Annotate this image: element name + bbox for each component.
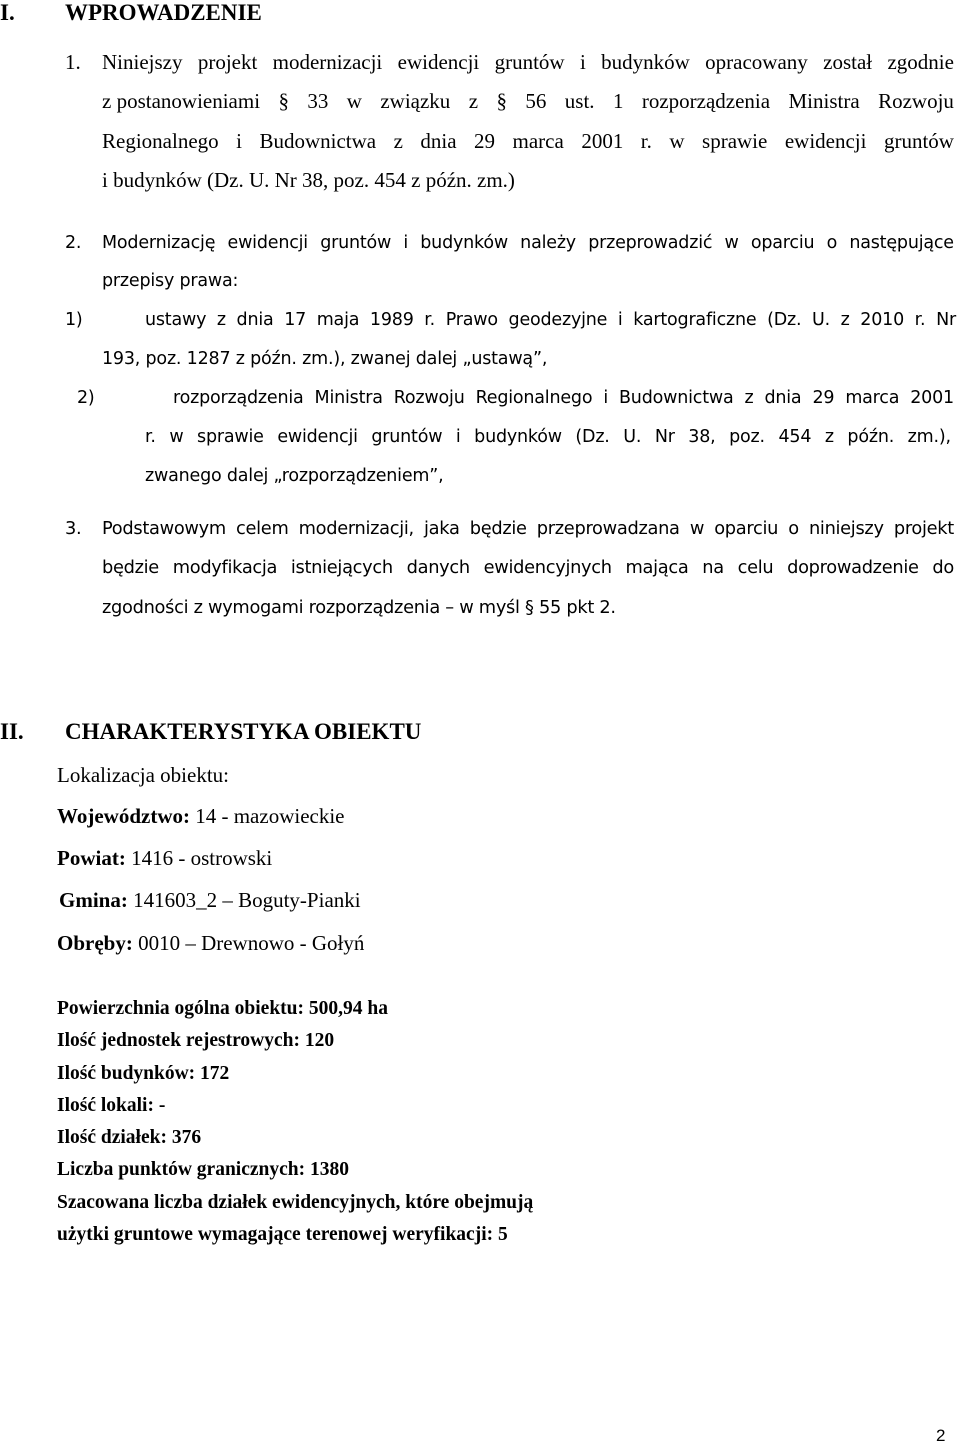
word: zm.),: [907, 427, 951, 447]
word: U.: [623, 427, 642, 447]
list-item-2-line-3: zwanego dalej „rozporządzeniem”,: [145, 466, 444, 486]
word: budynków: [474, 427, 562, 447]
summary-line: Ilość lokali: -: [57, 1095, 166, 1116]
word: Prawo: [445, 310, 498, 330]
paragraph-3-line-3: zgodności z wymogami rozporządzenia – w myśl § 55 pkt 2.: [102, 597, 616, 618]
word: istniejących: [290, 557, 393, 578]
word: z: [744, 388, 754, 408]
word: budynków: [420, 233, 508, 253]
word: z: [393, 129, 403, 153]
paragraph-3-number: 3.: [65, 518, 82, 539]
summary-line: Powierzchnia ogólna obiektu: 500,94 ha: [57, 998, 388, 1019]
list-item-2-line-1: [173, 385, 954, 411]
location-label: Lokalizacja obiektu:: [57, 763, 230, 787]
word: ewidencyjnych: [483, 557, 612, 578]
word: 17: [284, 310, 307, 330]
word: Modernizację: [102, 233, 216, 253]
word: dnia: [764, 388, 802, 408]
word: projekt: [893, 518, 954, 539]
word: Nr: [936, 310, 956, 330]
word: modyfikacja: [172, 557, 278, 578]
word: r.: [914, 310, 926, 330]
field-value: 0010 – Drewnowo - Gołyń: [132, 931, 365, 955]
word: w: [169, 427, 184, 447]
word: w: [689, 518, 705, 539]
field-label: Powiat:: [57, 846, 126, 870]
field-powiat: [57, 845, 272, 871]
word: r.: [424, 310, 436, 330]
word: Niniejszy: [102, 50, 183, 74]
word: ewidencji: [784, 129, 867, 153]
word: geodezyjne: [508, 310, 608, 330]
word: 29: [812, 388, 835, 408]
word: danych: [406, 557, 470, 578]
paragraph-2-line-2: przepisy prawa:: [102, 271, 239, 291]
word: związku: [380, 89, 451, 113]
word: Budownictwa: [619, 388, 734, 408]
word: z: [840, 310, 850, 330]
list-item-1-line-2: 193, poz. 1287 z późn. zm.), zwanej dalej „ustawą”,: [102, 349, 548, 369]
field-label: Województwo:: [57, 804, 190, 828]
section-2-heading: CHARAKTERYSTYKA OBIEKTU: [65, 719, 422, 744]
word: (Dz.: [575, 427, 610, 447]
word: 2010: [860, 310, 905, 330]
word: marca: [845, 388, 900, 408]
word: będzie: [102, 557, 159, 578]
word: w: [669, 129, 685, 153]
word: projekt: [197, 50, 258, 74]
word: Rozwoju: [393, 388, 465, 408]
word: ust.: [564, 89, 595, 113]
field-value: 14 - mazowieckie: [189, 804, 345, 828]
word: i: [603, 388, 609, 408]
word: 2001: [910, 388, 954, 408]
word: i: [403, 233, 409, 253]
word: w: [346, 89, 362, 113]
word: z postanowieniami: [102, 89, 261, 113]
word: celu: [737, 557, 774, 578]
field-wojewodztwo: [57, 803, 345, 829]
summary-line: Ilość jednostek rejestrowych: 120: [57, 1030, 335, 1051]
word: r.: [640, 129, 652, 153]
word: Budownictwa: [259, 129, 377, 153]
word: gruntów: [320, 233, 392, 253]
word: należy: [520, 233, 576, 253]
word: oparciu: [750, 233, 815, 253]
summary-line: Ilość budynków: 172: [57, 1063, 230, 1084]
word: późn.: [847, 427, 895, 447]
list-item-2-line-2: [145, 424, 951, 450]
word: z: [468, 89, 479, 113]
paragraph-3-line-1: [102, 515, 954, 543]
word: 38,: [688, 427, 716, 447]
field-gmina: [59, 887, 361, 913]
field-obreby: [57, 930, 364, 956]
word: Nr: [654, 427, 675, 447]
word: ewidencji: [227, 233, 308, 253]
word: ewidencji: [397, 50, 480, 74]
word: U.: [812, 310, 830, 330]
paragraph-1-line-4: i budynków (Dz. U. Nr 38, poz. 454 z późn. zm.): [102, 168, 515, 192]
word: Ministra: [314, 388, 383, 408]
word: 33: [307, 89, 329, 113]
word: 454: [778, 427, 812, 447]
field-label: Obręby:: [57, 931, 133, 955]
word: Podstawowym: [102, 518, 226, 539]
word: Rozwoju: [878, 89, 954, 113]
word: gruntów: [883, 129, 954, 153]
paragraph-1-number: 1.: [65, 50, 81, 74]
word: 1: [612, 89, 624, 113]
list-item-2-number: 2): [77, 388, 95, 408]
word: będzie: [469, 518, 527, 539]
word: sprawie: [702, 129, 768, 153]
field-value: 141603_2 – Boguty-Pianki: [127, 888, 361, 912]
paragraph-1-line-1: [102, 48, 954, 76]
word: modernizacji: [272, 50, 383, 74]
word: 2001: [581, 129, 624, 153]
paragraph-3-line-2: [102, 554, 954, 582]
word: opracowany: [705, 50, 808, 74]
word: poz.: [729, 427, 765, 447]
word: (Dz.: [767, 310, 802, 330]
word: o: [788, 518, 799, 539]
word: i: [579, 50, 586, 74]
page-number: 2: [936, 1426, 946, 1445]
list-item-1-number: 1): [65, 310, 83, 330]
summary-line: Szacowana liczba działek ewidencyjnych, które obejmują: [57, 1192, 534, 1213]
word: §: [496, 89, 507, 113]
word: w: [724, 233, 739, 253]
paragraph-1-line-2: [102, 87, 954, 115]
word: zgodnie: [887, 50, 954, 74]
word: modernizacji,: [298, 518, 414, 539]
summary-line: użytki gruntowe wymagające terenowej weryfikacji: 5: [57, 1224, 508, 1245]
word: z: [216, 310, 226, 330]
word: budynków: [601, 50, 690, 74]
paragraph-2-number: 2.: [65, 233, 82, 253]
section-1-heading: WPROWADZENIE: [65, 0, 262, 25]
word: gruntów: [494, 50, 565, 74]
word: i: [617, 310, 623, 330]
word: sprawie: [197, 427, 264, 447]
word: r.: [145, 427, 156, 447]
word: gruntów: [371, 427, 443, 447]
paragraph-2-line-1: [102, 230, 954, 256]
word: o: [826, 233, 838, 253]
field-value: 1416 - ostrowski: [125, 846, 273, 870]
summary-line: Liczba punktów granicznych: 1380: [57, 1159, 349, 1180]
word: przeprowadzić: [588, 233, 713, 253]
word: §: [278, 89, 289, 113]
word: z: [824, 427, 834, 447]
word: maja: [316, 310, 360, 330]
list-item-1-line-1: [145, 307, 956, 333]
section-2-number: II.: [0, 719, 24, 744]
word: marca: [512, 129, 564, 153]
word: i: [236, 129, 242, 153]
word: jaka: [424, 518, 460, 539]
word: doprowadzenie: [787, 557, 919, 578]
word: do: [932, 557, 954, 578]
word: Regionalnego: [102, 129, 219, 153]
word: 1989: [369, 310, 414, 330]
word: Regionalnego: [475, 388, 593, 408]
word: 56: [525, 89, 547, 113]
word: mająca: [625, 557, 689, 578]
word: ewidencji: [277, 427, 358, 447]
word: rozporządzenia: [173, 388, 304, 408]
word: niniejszy: [808, 518, 884, 539]
word: dnia: [236, 310, 274, 330]
paragraph-1-line-3: [102, 127, 954, 155]
word: i: [455, 427, 461, 447]
summary-line: Ilość działek: 376: [57, 1127, 202, 1148]
word: ustawy: [145, 310, 207, 330]
word: został: [823, 50, 873, 74]
word: kartograficzne: [633, 310, 757, 330]
word: na: [702, 557, 724, 578]
section-1-number: I.: [0, 0, 15, 25]
word: celem: [236, 518, 289, 539]
word: oparciu: [714, 518, 779, 539]
field-label: Gmina:: [59, 888, 128, 912]
word: rozporządzenia: [641, 89, 771, 113]
word: następujące: [849, 233, 954, 253]
word: Ministra: [788, 89, 860, 113]
word: 29: [474, 129, 496, 153]
word: dnia: [420, 129, 457, 153]
word: przeprowadzana: [536, 518, 680, 539]
